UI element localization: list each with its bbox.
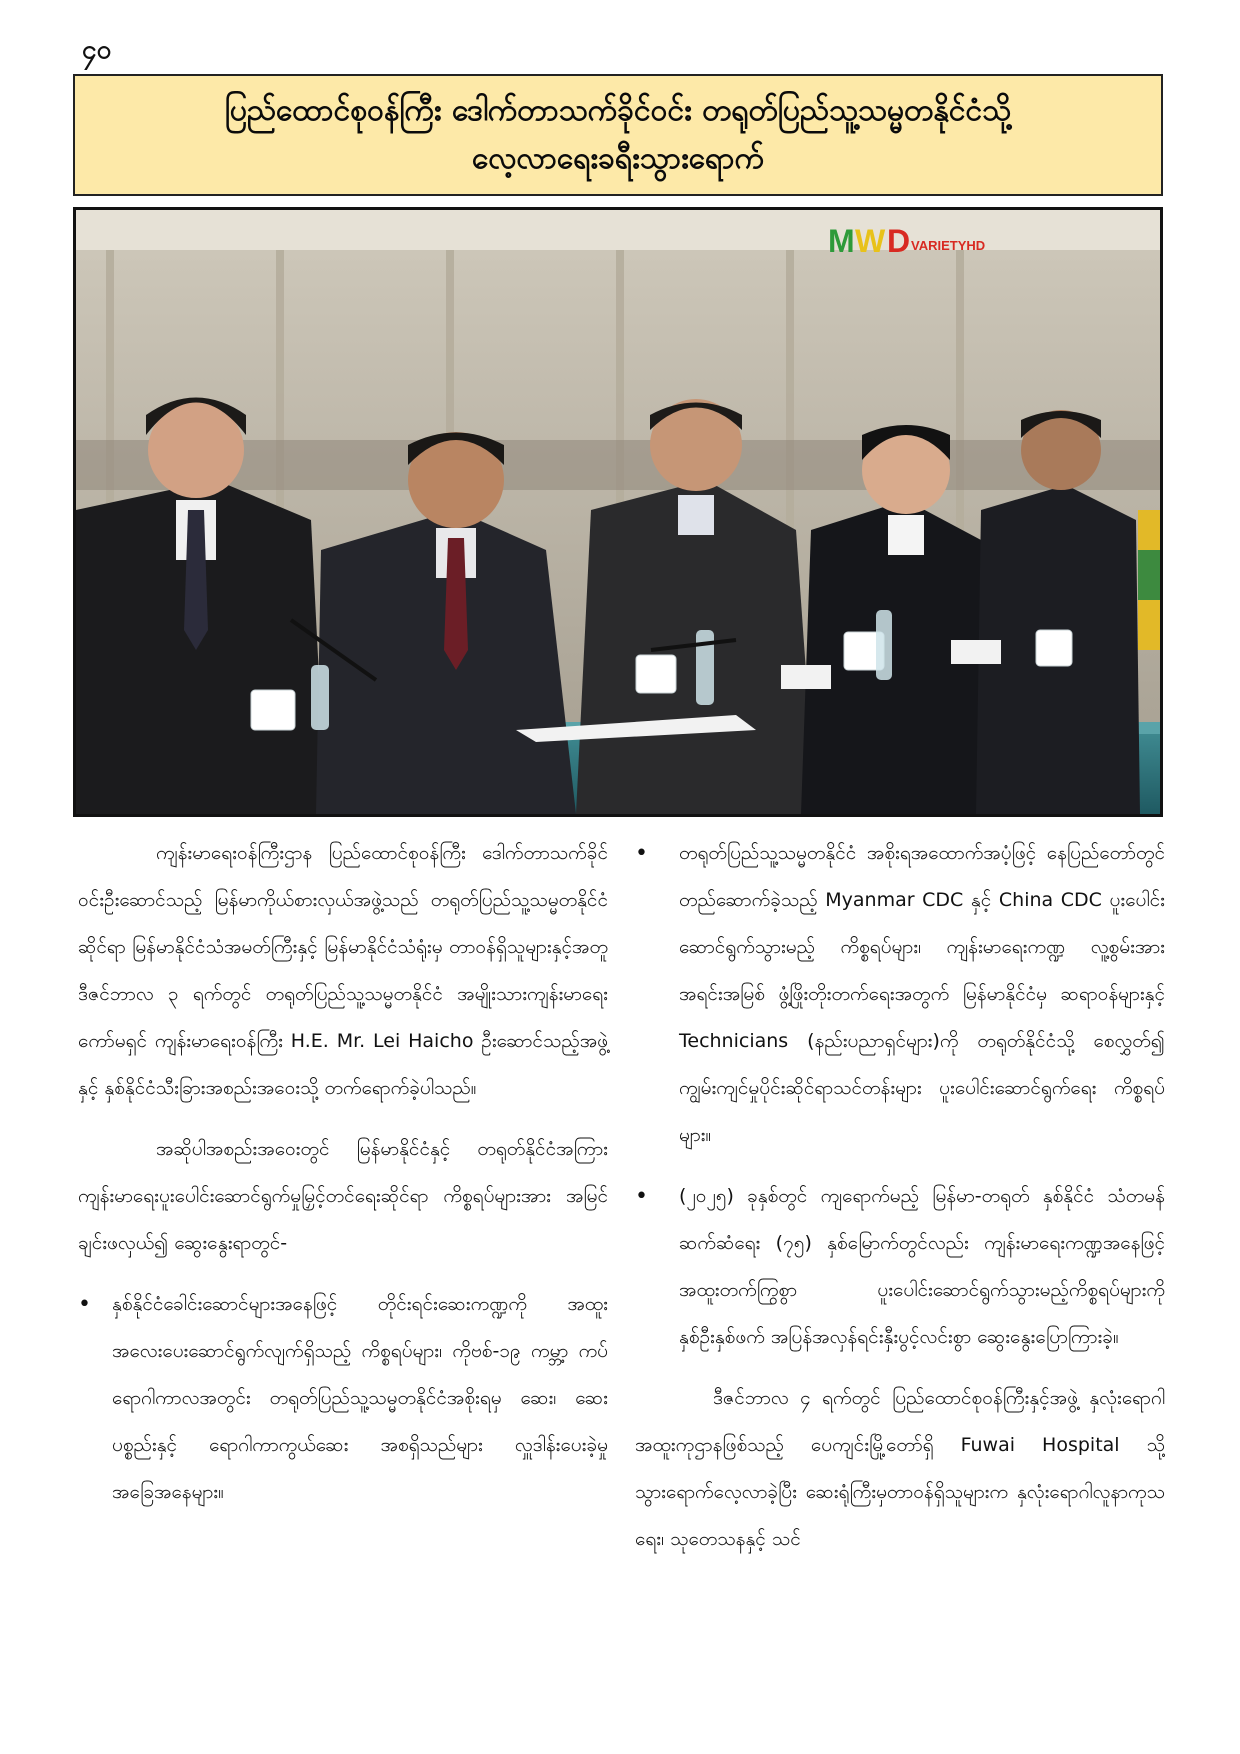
meeting-paragraph: အဆိုပါအစည်းအဝေးတွင် မြန်မာနိုင်ငံနှင့် တရုတ်နိုင်ငံအကြား ကျန်းမာရေးပူးပေါင်းဆောင်ရွက်မှုမြှင့်တင်ရေးဆိုင်ရာ ကိစ္စရပ်များအား အမြင်ချင်းဖလှယ်၍ ဆွေးနွေးရာတွင်-	[78, 1138, 608, 1254]
bullet-item	[78, 1281, 608, 1516]
bullet-dot: •	[635, 1184, 648, 1209]
watermark-w: W	[855, 223, 886, 259]
bullet-item	[635, 830, 1165, 1159]
meeting-photo-illustration	[76, 210, 1160, 814]
watermark-suffix: VARIETYHD	[911, 238, 986, 253]
hospital-visit-paragraph: ဒီဇင်ဘာလ ၄ ရက်တွင် ပြည်ထောင်စုဝန်ကြီးနှင့်အဖွဲ့ နှလုံးရောဂါအထူးကုဌာနဖြစ်သည့် ပေကျင်းမြို့တော်ရှိ Fuwai Hospital သို့ သွားရောက်လေ့လာခဲ့ပြီး ဆေးရုံကြီးမှတာဝန်ရှိသူများက နှလုံးရောဂါလူနာကုသရေး၊ သုတေသနနှင့် သင်	[635, 1387, 1165, 1550]
bullet-text: နှစ်နိုင်ငံခေါင်းဆောင်များအနေဖြင့် တိုင်းရင်းဆေးကဏ္ဍကို အထူးအလေးပေးဆောင်ရွက်လျက်ရှိသည့် ကိစ္စရပ်များ၊ ကိုဗစ်-၁၉ ကမ္ဘာ့ ကပ်ရောဂါကာလအတွင်း တရုတ်ပြည်သူ့သမ္မတနိုင်ငံအစိုးရမှ ဆေး၊ ဆေးပစ္စည်းနှင့် ရောဂါကာကွယ်ဆေး အစရှိသည်များ လှူဒါန်းပေးခဲ့မှုအခြေအနေများ။	[112, 1293, 608, 1503]
bullet-item	[635, 1173, 1165, 1361]
right-column	[635, 830, 1165, 1577]
watermark-m: M	[828, 223, 855, 259]
page-number: ၄၀	[82, 35, 112, 65]
bullet-text: တရုတ်ပြည်သူ့သမ္မတနိုင်ငံ အစိုးရအထောက်အပံ့ဖြင့် နေပြည်တော်တွင် တည်ဆောက်ခဲ့သည့် Myanmar CDC နှင့် China CDC ပူးပေါင်းဆောင်ရွက်သွားမည့် ကိစ္စရပ်များ၊ ကျန်းမာရေးကဏ္ဍ လူ့စွမ်းအားအရင်းအမြစ် ဖွံ့ဖြိုးတိုးတက်ရေးအတွက် မြန်မာနိုင်ငံမှ ဆရာဝန်များနှင့် Technicians (နည်းပညာရှင်များ)ကို တရုတ်နိုင်ငံသို့ စေလွှတ်၍ ကျွမ်းကျင်မှုပိုင်းဆိုင်ရာသင်တန်းများ ပူးပေါင်းဆောင်ရွက်ရေး ကိစ္စရပ်များ။	[679, 842, 1165, 1146]
intro-paragraph: ကျန်းမာရေးဝန်ကြီးဌာန ပြည်ထောင်စုဝန်ကြီး ဒေါက်တာသက်ခိုင်ဝင်းဦးဆောင်သည့် မြန်မာကိုယ်စားလှယ်အဖွဲ့သည် တရုတ်ပြည်သူ့သမ္မတနိုင်ငံဆိုင်ရာ မြန်မာနိုင်ငံသံအမတ်ကြီးနှင့် မြန်မာနိုင်ငံသံရုံးမှ တာဝန်ရှိသူများနှင့်အတူ ဒီဇင်ဘာလ ၃ ရက်တွင် တရုတ်ပြည်သူ့သမ္မတနိုင်ငံ အမျိုးသားကျန်းမာရေးကော်မရှင် ကျန်းမာရေးဝန်ကြီး H.E. Mr. Lei Haicho ဦးဆောင်သည့်အဖွဲ့နှင့် နှစ်နိုင်ငံသီးခြားအစည်းအဝေးသို့ တက်ရောက်ခဲ့ပါသည်။	[78, 842, 608, 1099]
left-column	[78, 830, 608, 1530]
bullet-dot: •	[78, 1292, 91, 1317]
headline-box	[73, 74, 1163, 196]
bullet-dot: •	[635, 841, 648, 866]
watermark-d: D	[887, 223, 911, 259]
headline-line-2: လေ့လာရေးခရီးသွားရောက်	[472, 141, 764, 176]
meeting-photo	[73, 207, 1163, 817]
bullet-text: (၂၀၂၅) ခုနှစ်တွင် ကျရောက်မည့် မြန်မာ-တရုတ် နှစ်နိုင်ငံ သံတမန်ဆက်ဆံရေး (၇၅) နှစ်မြောက်တွင်လည်း ကျန်းမာရေးကဏ္ဍအနေဖြင့် အထူးတက်ကြွစွာ ပူးပေါင်းဆောင်ရွက်သွားမည့်ကိစ္စရပ်များကို နှစ်ဦးနှစ်ဖက် အပြန်အလှန်ရင်းနှီးပွင့်လင်းစွာ ဆွေးနွေးပြောကြားခဲ့။	[679, 1185, 1165, 1348]
headline-line-1: ပြည်ထောင်စုဝန်ကြီး ဒေါက်တာသက်ခိုင်ဝင်း တရုတ်ပြည်သူ့သမ္မတနိုင်ငံသို့	[224, 93, 1012, 128]
